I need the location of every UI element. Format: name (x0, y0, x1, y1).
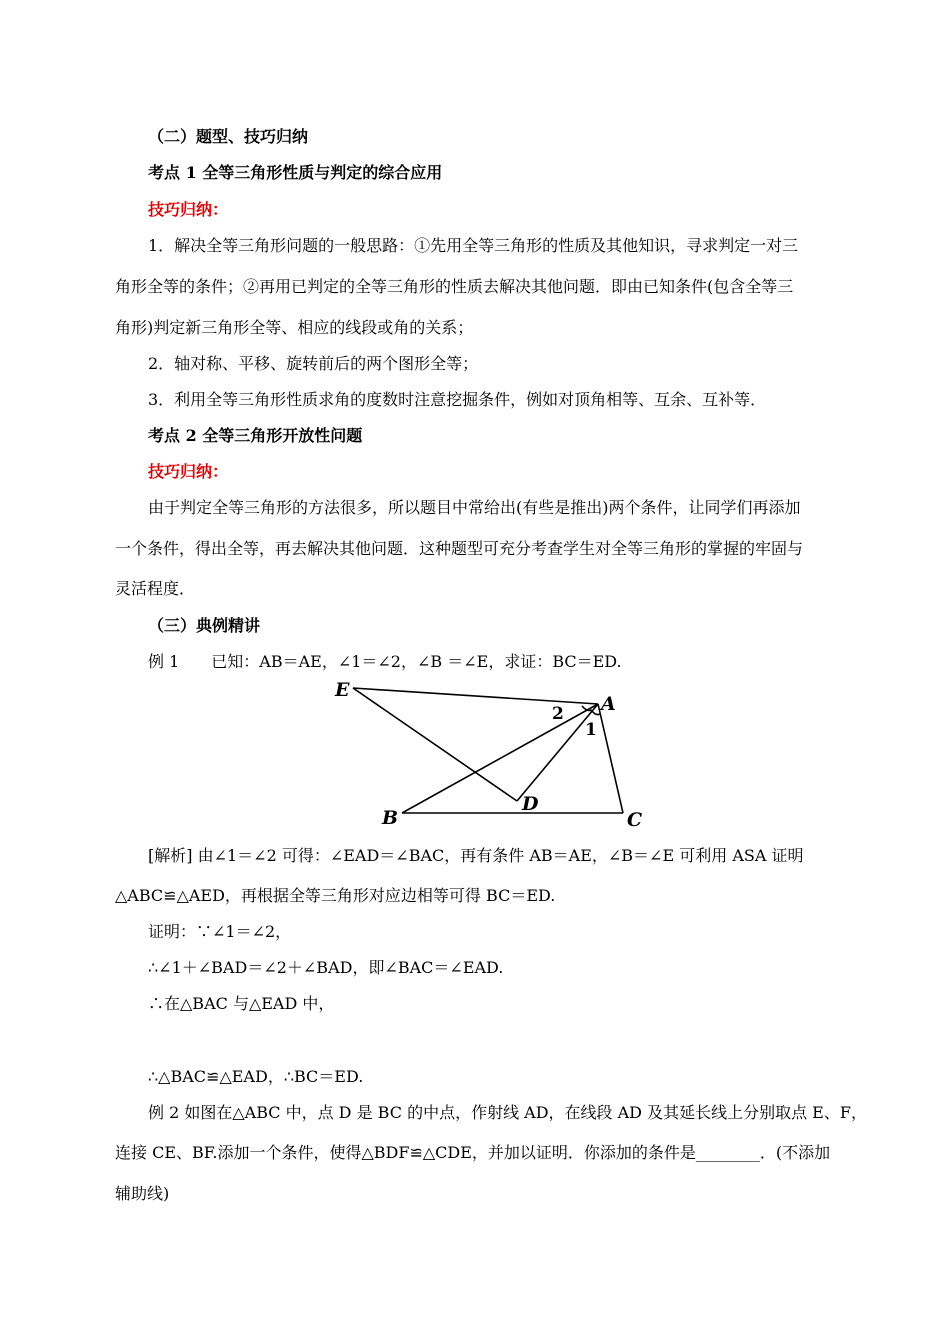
proof-line-3: ∴在△BAC 与△EAD 中， (148, 994, 335, 1013)
tips-label-1: 技巧归纳： (148, 200, 229, 219)
geometry-figure (330, 680, 660, 830)
kp2-line-3: 灵活程度． (115, 579, 196, 598)
section-3-heading: （三）典例精讲 (148, 616, 261, 635)
label-E: E (335, 680, 350, 701)
section-2-heading: （二）题型、技巧归纳 (148, 127, 309, 146)
key-point-1-heading: 考点 1 全等三角形性质与判定的综合应用 (148, 163, 443, 182)
label-angle-2: 2 (552, 704, 564, 724)
example-1-statement: 例 1 已知：AB＝AE，∠1＝∠2，∠B ＝∠E，求证：BC＝ED. (148, 652, 622, 671)
tip-1-line-3: 角形)判定新三角形全等、相应的线段或角的关系； (115, 318, 474, 337)
tip-3: 3．利用全等三角形性质求角的度数时注意挖掘条件，例如对顶角相等、互余、互补等． (148, 390, 767, 409)
key-point-2-heading: 考点 2 全等三角形开放性问题 (148, 426, 363, 445)
segment-EA (353, 688, 598, 704)
kp2-line-2: 一个条件，得出全等，再去解决其他问题．这种题型可充分考查学生对全等三角形的掌握的牢固与 (115, 539, 804, 558)
analysis-line-1: [解析] 由∠1＝∠2 可得：∠EAD＝∠BAC，再有条件 AB＝AE，∠B＝∠E 可利用 ASA 证明 (148, 846, 804, 865)
segment-ED (353, 688, 517, 801)
analysis-line-2: △ABC≌△AED，再根据全等三角形对应边相等可得 BC＝ED. (115, 886, 556, 905)
angle-1-arc (592, 711, 600, 715)
proof-line-2: ∴∠1＋∠BAD＝∠2＋∠BAD，即∠BAC＝∠EAD. (148, 958, 504, 977)
example-2-line-1: 例 2 如图在△ABC 中，点 D 是 BC 的中点，作射线 AD，在线段 AD 及其延长线上分别取点 E、F， (148, 1103, 867, 1122)
figure-lines (353, 688, 623, 813)
tip-1-line-1: 1．解决全等三角形问题的一般思路：①先用全等三角形的性质及其他知识，寻求判定一对三 (148, 236, 799, 255)
tips-label-2: 技巧归纳： (148, 462, 229, 481)
label-C: C (627, 809, 643, 830)
segment-AC (598, 704, 623, 813)
example-2-line-3: 辅助线) (115, 1184, 170, 1203)
segment-BA (402, 704, 598, 813)
tip-2: 2．轴对称、平移、旋转前后的两个图形全等； (148, 354, 479, 373)
proof-line-1: 证明：∵∠1＝∠2， (148, 922, 292, 941)
label-B: B (382, 807, 399, 829)
tip-1-line-2: 角形全等的条件；②再用已判定的全等三角形的性质去解决其他问题．即由已知条件(包含全等三 (115, 277, 794, 296)
kp2-line-1: 由于判定全等三角形的方法很多，所以题目中常给出(有些是推出)两个条件，让同学们再添加 (148, 498, 801, 517)
label-A: A (601, 693, 616, 715)
proof-line-4: ∴△BAC≌△EAD，∴BC＝ED. (148, 1067, 364, 1086)
example-2-line-2: 连接 CE、BF.添加一个条件，使得△BDF≌△CDE，并加以证明．你添加的条件是________．(不添加 (115, 1143, 831, 1162)
label-angle-1: 1 (585, 720, 597, 740)
label-D: D (522, 793, 539, 815)
